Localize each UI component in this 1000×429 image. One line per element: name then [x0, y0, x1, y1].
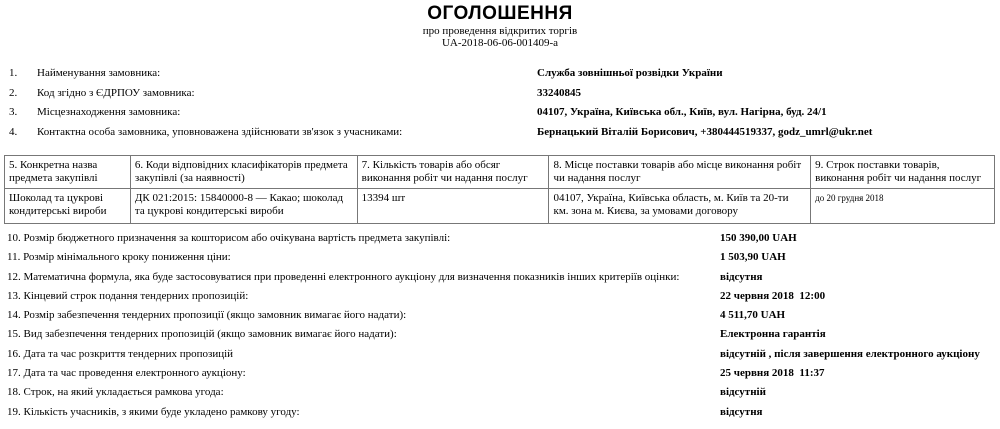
detail-value: 150 390,00 UAH: [720, 232, 797, 244]
detail-row: [0, 386, 1000, 405]
item-number: 1.: [9, 67, 18, 79]
detail-value: 1 503,90 UAH: [720, 251, 786, 264]
item-label: Місцезнаходження замовника:: [37, 106, 181, 118]
detail-value: 25 червня 2018 11:37: [720, 367, 825, 380]
customer-address-row: [0, 106, 1000, 126]
table-cell: ДК 021:2015: 15840000-8 — Какао; шоколад та цукрові кондитерські вироби: [130, 189, 357, 224]
detail-label: 18. Строк, на який укладається рамкова угода:: [7, 386, 224, 399]
detail-label: 13. Кінцевий строк подання тендерних пропозицій:: [7, 289, 249, 302]
detail-label: 19. Кількість учасників, з якими буде укладено рамкову угоду:: [7, 405, 300, 418]
detail-value: відсутня: [720, 270, 763, 283]
detail-label: 10. Розмір бюджетного призначення за кошторисом або очікувана вартість предмета закупівлі:: [7, 232, 451, 244]
table-cell: Шоколад та цукрові кондитерські вироби: [5, 189, 131, 224]
item-value: 33240845: [537, 86, 581, 99]
table-header-row: [5, 156, 995, 189]
detail-label: 12. Математична формула, яка буде застосовуватися при проведенні електронного аукціону для визначення показників інших критеріїв оцінки:: [7, 270, 680, 283]
detail-value: 4 511,70 UAH: [720, 309, 786, 322]
column-header: 5. Конкретна назва предмета закупівлі: [5, 156, 131, 189]
detail-row: [0, 367, 1000, 386]
detail-value: 22 червня 2018 12:00: [720, 289, 826, 302]
detail-value: Електронна гарантія: [720, 328, 826, 341]
item-label: Код згідно з ЄДРПОУ замовника:: [37, 86, 195, 99]
document-header: [0, 0, 1000, 49]
detail-label: 16. Дата та час розкриття тендерних пропозицій: [7, 347, 234, 360]
detail-label: 15. Вид забезпечення тендерних пропозицій (якщо замовник вимагає його надати):: [7, 328, 397, 341]
customer-info-list: [0, 67, 1000, 145]
tender-id: UA-2018-06-06-001409-a: [441, 37, 559, 49]
tender-details-list: [0, 232, 1000, 425]
item-value: 04107, Україна, Київська обл., Київ, вул. Нагірна, буд. 24/1: [537, 106, 827, 118]
table-cell: до 20 грудня 2018: [811, 189, 995, 224]
detail-label: 11. Розмір мінімального кроку пониження ціни:: [7, 251, 231, 264]
item-value: Служба зовнішньої розвідки України: [537, 67, 723, 79]
column-header: 6. Коди відповідних класифікаторів предмета закупівлі (за наявності): [130, 156, 357, 189]
item-label: Найменування замовника:: [37, 67, 161, 79]
detail-row: [0, 406, 1000, 425]
detail-value: відсутня: [720, 405, 763, 418]
item-number: 3.: [9, 106, 18, 118]
procurement-items-table: [4, 155, 995, 224]
detail-row: [0, 251, 1000, 270]
table-row: [5, 189, 995, 224]
detail-row: [0, 309, 1000, 328]
detail-row: [0, 348, 1000, 367]
column-header: 7. Кількість товарів або обсяг виконання робіт чи надання послуг: [357, 156, 549, 189]
item-value: Бернацький Віталій Борисович, +380444519337, godz_umrl@ukr.net: [537, 125, 873, 138]
item-number: 2.: [9, 86, 18, 99]
item-number: 4.: [9, 125, 18, 138]
customer-contact-row: [0, 126, 1000, 146]
column-header: 8. Місце поставки товарів або місце виконання робіт чи надання послуг: [549, 156, 811, 189]
page-subtitle: про проведення відкритих торгів: [422, 25, 578, 37]
customer-name-row: [0, 67, 1000, 87]
detail-label: 17. Дата та час проведення електронного аукціону:: [7, 367, 246, 380]
detail-row: [0, 328, 1000, 347]
customer-code-row: [0, 87, 1000, 107]
table-cell: 04107, Україна, Київська область, м. Київ та 20-ти км. зона м. Києва, за умовами договору: [549, 189, 811, 224]
item-label: Контактна особа замовника, уповноважена здійснювати зв'язок з учасниками:: [37, 125, 403, 138]
detail-row: [0, 290, 1000, 309]
table-cell: 13394 шт: [357, 189, 549, 224]
page-title: ОГОЛОШЕННЯ: [427, 3, 573, 24]
detail-value: відсутній , після завершення електронного аукціону: [720, 347, 980, 360]
column-header: 9. Строк поставки товарів, виконання робіт чи надання послуг: [811, 156, 995, 189]
detail-value: відсутній: [720, 386, 766, 399]
detail-row: [0, 271, 1000, 290]
detail-label: 14. Розмір забезпечення тендерних пропозиції (якщо замовник вимагає його надати):: [7, 309, 407, 322]
detail-row: [0, 232, 1000, 251]
